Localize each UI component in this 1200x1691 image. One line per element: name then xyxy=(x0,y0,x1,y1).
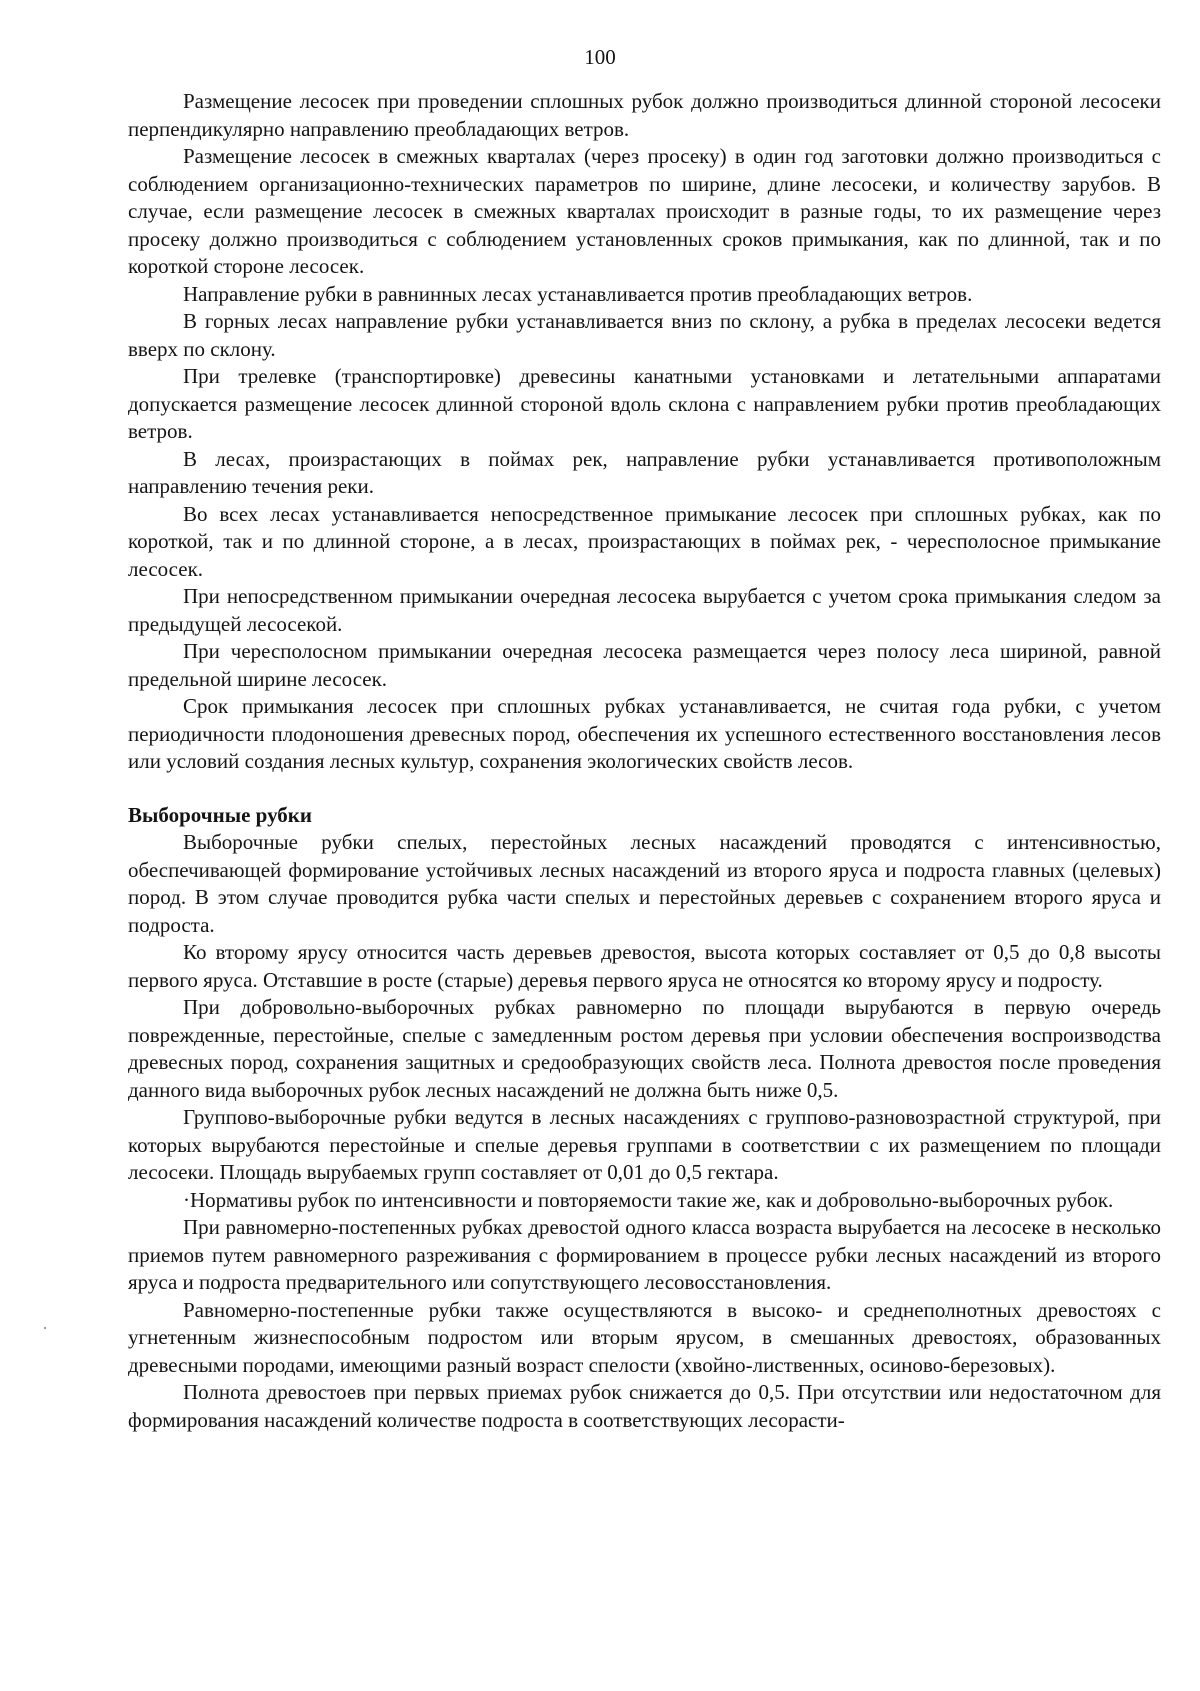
section-heading: Выборочные рубки xyxy=(128,802,312,827)
paragraph: Размещение лесосек в смежных кварталах (через просеку) в один год заготовки должно производиться с соблюдением организационно-технических параметров по ширине, длине лесосеки, и количеству зарубов. В случае, если размещение лесосек в смежных кварталах происходит в разные годы, то их размещение через просеку должно производиться с соблюдением установленных сроков примыкания, как по длинной, так и по короткой стороне лесосек. xyxy=(128,144,1161,278)
paragraph: Выборочные рубки спелых, перестойных лесных насаждений проводятся с интенсивностью, обеспечивающей формирование устойчивых лесных насаждений из второго яруса и подроста главных (целевых) пород. В этом случае проводится рубка части спелых и перестойных деревьев с сохранением второго яруса и подроста. xyxy=(128,830,1161,937)
paragraph: При трелевке (транспортировке) древесины канатными установками и летательными аппаратами допускается размещение лесосек длинной стороной вдоль склона с направлением рубки против преобладающих ветров. xyxy=(128,364,1161,443)
paragraph: Полнота древостоев при первых приемах рубок снижается до 0,5. При отсутствии или недостаточном для формирования насаждений количестве подроста в соответствующих лесорасти- xyxy=(128,1380,1161,1432)
paragraph: В горных лесах направление рубки устанавливается вниз по склону, а рубка в пределах лесосеки ведется вверх по склону. xyxy=(128,309,1161,361)
paragraph: При равномерно-постепенных рубках древостой одного класса возраста вырубается на лесосеке в несколько приемов путем равномерного разреживания с формированием в процессе рубки лесных насаждений из второго яруса и подроста предварительного или сопутствующего лесовосстановления. xyxy=(128,1215,1161,1294)
paragraph: Направление рубки в равнинных лесах устанавливается против преобладающих ветров. xyxy=(183,281,973,306)
paragraph: При непосредственном примыкании очередная лесосека вырубается с учетом срока примыкания следом за предыдущей лесосекой. xyxy=(128,584,1161,636)
paragraph: Ко второму ярусу относится часть деревьев древостоя, высота которых составляет от 0,5 до 0,8 высоты первого яруса. Отставшие в росте (старые) деревья первого яруса не относятся ко второму ярусу и подросту. xyxy=(128,940,1161,992)
paragraph: ·Нормативы рубок по интенсивности и повторяемости такие же, как и добровольно-выборочных рубок. xyxy=(183,1187,1114,1212)
page-number: 100 xyxy=(584,45,616,69)
paragraph: В лесах, произрастающих в поймах рек, направление рубки устанавливается противоположным направлению течения реки. xyxy=(128,446,1161,498)
scan-speck xyxy=(44,1327,46,1329)
paragraph: При добровольно-выборочных рубках равномерно по площади вырубаются в первую очередь поврежденные, перестойные, спелые с замедленным ростом деревья при условии обеспечения воспроизводства древесных пород, сохранения защитных и средообразующих свойств леса. Полнота древостоя после проведения данного вида выборочных рубок лесных насаждений не должна быть ниже 0,5. xyxy=(128,995,1161,1102)
paragraph: Во всех лесах устанавливается непосредственное примыкание лесосек при сплошных рубках, как по короткой, так и по длинной стороне, а в лесах, произрастающих в поймах рек, - чересполосное примыкание лесосек. xyxy=(128,501,1161,581)
paragraph: Группово-выборочные рубки ведутся в лесных насаждениях с группово-разновозрастной структурой, при которых вырубаются перестойные и спелые деревья группами в соответствии с их размещением по площади лесосеки. Площадь вырубаемых групп составляет от 0,01 до 0,5 гектара. xyxy=(128,1105,1161,1184)
paragraph: Равномерно-постепенные рубки также осуществляются в высоко- и среднеполнотных древостоях с угнетенным жизнеспособным подростом или вторым ярусом, в смешанных древостоях, образованных древесными породами, имеющими разный возраст спелости (хвойно-лиственных, осиново-березовых). xyxy=(128,1297,1161,1377)
page-body xyxy=(128,88,1161,1434)
paragraph: При чересполосном примыкании очередная лесосека размещается через полосу леса шириной, равной предельной ширине лесосек. xyxy=(128,639,1161,691)
paragraph: Срок примыкания лесосек при сплошных рубках устанавливается, не считая года рубки, с учетом периодичности плодоношения древесных пород, обеспечения их успешного естественного восстановления лесов или условий создания лесных культур, сохранения экологических свойств лесов. xyxy=(128,694,1161,773)
paragraph: Размещение лесосек при проведении сплошных рубок должно производиться длинной стороной лесосеки перпендикулярно направлению преобладающих ветров. xyxy=(128,89,1161,141)
